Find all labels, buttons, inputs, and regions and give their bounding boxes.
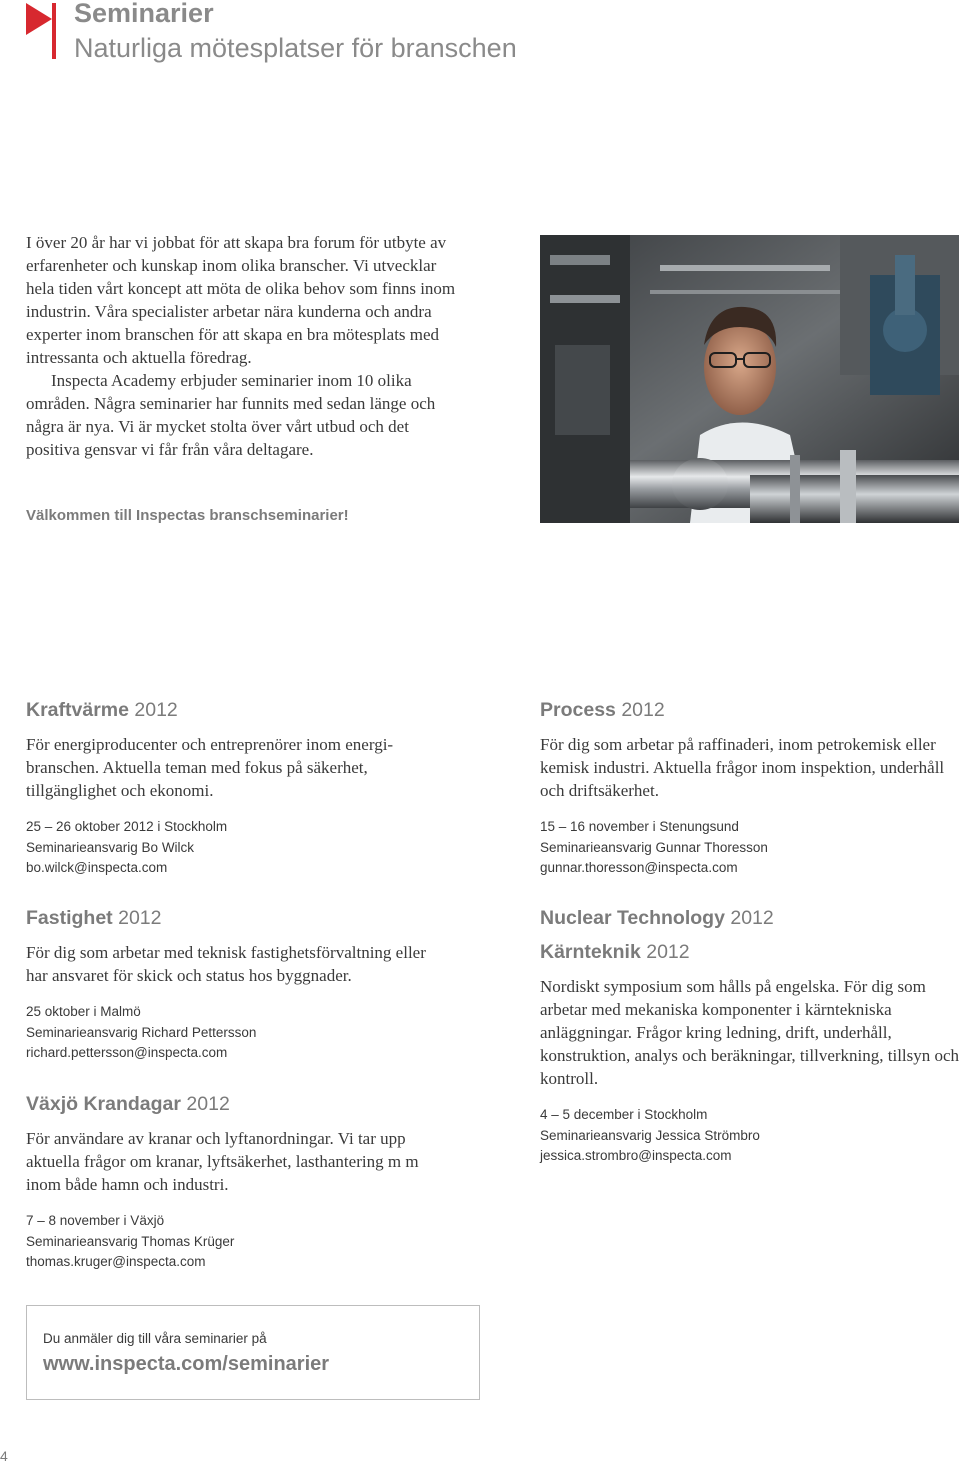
seminar-contact: Seminarieansvarig Richard Pettersson — [26, 1024, 257, 1040]
seminar-title-swedish — [540, 939, 960, 965]
inspecta-logo-icon — [26, 3, 60, 59]
seminar-info — [26, 817, 446, 879]
seminar-email-link[interactable]: richard.pettersson@inspecta.com — [26, 1045, 228, 1060]
seminar-year: 2012 — [646, 941, 690, 963]
seminar-date: 25 – 26 oktober 2012 i Stockholm — [26, 819, 228, 834]
seminar-description: För användare av kranar och lyftanordningar. Vi tar upp aktuella frågor om kranar, lyftsäkerhet, lasthantering m m inom både hamn och industri. — [26, 1129, 419, 1194]
page-number: 4 — [0, 1448, 8, 1464]
seminar-name: Kraftvärme — [26, 699, 129, 721]
seminar-description: För energiproducenter och entreprenörer inom energi-branschen. Aktuella teman med fokus på säkerhet, tillgänglighet och ekonomi. — [26, 735, 394, 800]
seminar-date: 25 oktober i Malmö — [26, 1004, 141, 1019]
seminar-year: 2012 — [621, 699, 665, 721]
intro-paragraph-2: Inspecta Academy erbjuder seminarier inom 10 olika områden. Några seminarier har funnits med sedan länge och några är nya. Vi är mycket stolta över vårt utbud och det positiva gensvar vi får från våra deltagare. — [26, 371, 436, 459]
seminar-vaxjo-krandagar — [26, 1091, 446, 1273]
seminar-email-link[interactable]: thomas.kruger@inspecta.com — [26, 1254, 206, 1269]
seminar-info — [26, 1002, 446, 1064]
seminar-process — [540, 697, 960, 879]
welcome-text: Välkommen till Inspectas branschseminarier! — [26, 507, 349, 524]
seminar-year: 2012 — [186, 1093, 230, 1115]
registration-box — [26, 1305, 480, 1400]
seminar-name: Växjö Krandagar — [26, 1093, 181, 1115]
registration-url-link[interactable]: www.inspecta.com/seminarier — [43, 1353, 330, 1375]
seminar-title — [26, 1091, 446, 1117]
seminar-name: Fastighet — [26, 907, 113, 929]
seminar-name: Process — [540, 699, 616, 721]
seminar-title — [26, 697, 446, 723]
page-subtitle: Naturliga mötesplatser för branschen — [74, 33, 517, 63]
seminar-date: 4 – 5 december i Stockholm — [540, 1107, 708, 1122]
seminar-title — [26, 905, 446, 931]
seminar-email-link[interactable]: bo.wilck@inspecta.com — [26, 860, 168, 875]
seminar-year: 2012 — [730, 907, 774, 929]
seminar-description: Nordiskt symposium som hålls på engelska. För dig som arbetar med mekaniska komponenter i kärntekniska anläggningar. Frågor kring ledning, drift, underhåll, konstruktion, analys och beräkningar, tillverkning, tillsyn och kontroll. — [540, 977, 960, 1088]
seminar-nuclear-technology — [540, 905, 960, 1167]
seminar-contact: Seminarieansvarig Bo Wilck — [26, 839, 195, 855]
seminar-year: 2012 — [134, 699, 178, 721]
intro-text — [26, 231, 458, 461]
seminar-contact: Seminarieansvarig Gunnar Thoresson — [540, 839, 768, 855]
registration-label: Du anmäler dig till våra seminarier på — [43, 1331, 267, 1346]
seminar-date: 15 – 16 november i Stenungsund — [540, 819, 739, 834]
seminar-info — [26, 1211, 446, 1273]
seminar-title — [540, 697, 960, 723]
engineer-photo — [540, 235, 959, 523]
seminar-title — [540, 905, 960, 931]
seminar-kraftvarme — [26, 697, 446, 879]
seminar-name: Nuclear Technology — [540, 907, 725, 929]
page-title: Seminarier — [74, 0, 214, 28]
seminar-info — [540, 1105, 960, 1167]
seminar-fastighet — [26, 905, 446, 1064]
seminar-email-link[interactable]: jessica.strombro@inspecta.com — [540, 1148, 732, 1163]
seminar-description: För dig som arbetar med teknisk fastighetsförvaltning eller har ansvaret för skick och status hos byggnader. — [26, 943, 426, 985]
engineer-photo-illustration — [540, 235, 959, 523]
intro-paragraph-1: I över 20 år har vi jobbat för att skapa bra forum för utbyte av erfarenheter och kunskap inom olika branscher. Vi utvecklar hela tiden vårt koncept att möta de olika behov som finns inom industrin. Våra specialister arbetar nära kunderna och andra experter inom branschen för att skapa en bra mötesplats med intressanta och aktuella föredrag. — [26, 233, 456, 367]
seminar-description: För dig som arbetar på raffinaderi, inom petrokemisk eller kemisk industri. Aktuella frågor inom inspektion, underhåll och driftsäkerhet. — [540, 735, 945, 800]
seminar-contact: Seminarieansvarig Thomas Krüger — [26, 1233, 235, 1249]
seminar-date: 7 – 8 november i Växjö — [26, 1213, 165, 1228]
seminar-year: 2012 — [118, 907, 162, 929]
seminar-info — [540, 817, 960, 879]
seminar-contact: Seminarieansvarig Jessica Strömbro — [540, 1127, 760, 1143]
seminar-name-swedish: Kärnteknik — [540, 941, 641, 963]
seminar-email-link[interactable]: gunnar.thoresson@inspecta.com — [540, 860, 738, 875]
